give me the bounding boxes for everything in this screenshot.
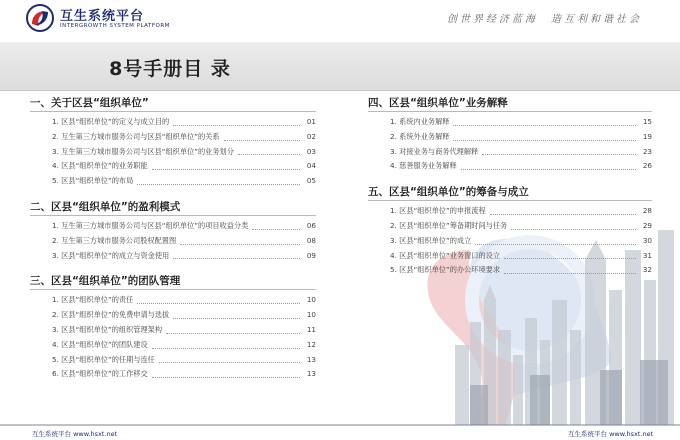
toc-entry-title: 6. 区县“组织单位”的工作移交 <box>52 369 148 379</box>
toc-entry-page: 29 <box>642 220 652 230</box>
toc-entry-title: 4. 区县“组织单位”业务窗口的设立 <box>390 250 501 260</box>
toc-entry[interactable] <box>30 293 316 308</box>
toc-entry-page: 13 <box>306 369 316 379</box>
dot-leader <box>152 169 300 170</box>
toc-entry-title: 1. 互生第三方城市服务公司与区县“组织单位”的项目收益分类 <box>52 220 249 230</box>
toc-entry[interactable] <box>30 338 316 353</box>
footer-left: 互生系统平台 www.hsxt.net <box>32 430 118 438</box>
toc-entry[interactable] <box>368 159 652 174</box>
toc-entry-title: 2. 系统外业务解释 <box>390 131 450 141</box>
section-heading: 四、区县“组织单位”业务解释 <box>368 96 652 112</box>
toc-entry[interactable] <box>30 323 316 338</box>
toc-entry-page: 23 <box>642 146 652 156</box>
section-heading: 五、区县“组织单位”的筹备与成立 <box>368 185 652 201</box>
dot-leader <box>137 184 300 185</box>
toc-entry-page: 04 <box>306 161 316 171</box>
toc-entry-title: 2. 区县“组织单位”的免费申请与选拔 <box>52 310 170 320</box>
toc-section <box>368 96 652 174</box>
toc-entry[interactable] <box>368 263 652 278</box>
toc-entry[interactable] <box>30 219 316 234</box>
toc-entry-title: 2. 区县“组织单位”筹备期时间与任务 <box>390 220 508 230</box>
toc-entry-title: 1. 区县“组织单位”的定义与成立目的 <box>52 117 170 126</box>
toc-entry-title: 3. 区县“组织单位”的组织管理架构 <box>52 324 163 334</box>
toc-left-column <box>30 96 316 393</box>
toc-right-column <box>368 96 652 289</box>
slogan: 创世界经济蓝海 造互利和谐社会 <box>447 14 642 25</box>
toc-section <box>30 96 316 189</box>
toc-entry-page: 09 <box>306 250 316 260</box>
toc-entry-page: 10 <box>306 310 316 320</box>
toc-entry-title: 2. 互生第三方城市服务公司与区县“组织单位”的关系 <box>52 131 220 141</box>
dot-leader <box>453 125 636 126</box>
toc-entry-page: 03 <box>306 146 316 156</box>
dot-leader <box>173 258 300 259</box>
toc-entry-title: 4. 区县“组织单位”的团队建设 <box>52 339 148 349</box>
toc-entry-title: 5. 区县“组织单位”的任期与连任 <box>52 354 155 364</box>
dot-leader <box>475 244 636 245</box>
toc-entry-page: 10 <box>306 295 316 305</box>
dot-leader <box>224 140 300 141</box>
brand-logo-icon <box>26 4 54 32</box>
toc-entry-page: 02 <box>306 131 316 141</box>
toc-entry-page: 13 <box>306 354 316 364</box>
dot-leader <box>490 214 636 215</box>
toc-entry-page: 30 <box>642 235 652 245</box>
toc-entry[interactable] <box>30 367 316 382</box>
toc-entry[interactable] <box>30 353 316 368</box>
dot-leader <box>159 362 300 363</box>
toc-section <box>30 274 316 382</box>
dot-leader <box>173 318 300 319</box>
toc-entry-page: 06 <box>306 220 316 230</box>
toc-entry[interactable] <box>368 204 652 219</box>
dot-leader <box>453 140 636 141</box>
toc-entry[interactable] <box>30 174 316 189</box>
toc-entry[interactable] <box>368 219 652 234</box>
footer-right: 互生系统平台 www.hsxt.net <box>568 430 654 438</box>
brand-subtitle: INTERGROWTH SYSTEM PLATFORM <box>60 23 170 29</box>
dot-leader <box>152 377 300 378</box>
toc-entry-page: 12 <box>306 339 316 349</box>
toc-section <box>368 185 652 278</box>
header-bar <box>0 0 680 40</box>
toc-entry-title: 2. 互生第三方城市服务公司股权配置图 <box>52 235 177 245</box>
toc-entry-page: 28 <box>642 206 652 216</box>
toc-entry[interactable] <box>30 234 316 249</box>
toc-entry[interactable] <box>368 249 652 264</box>
toc-entry-title: 1. 区县“组织单位”的申报流程 <box>390 206 486 216</box>
dot-leader <box>180 244 300 245</box>
toc-entry[interactable] <box>30 145 316 160</box>
page-title: 8号手册目 录 <box>109 58 231 80</box>
dot-leader <box>504 258 636 259</box>
toc-entry-title: 5. 区县“组织单位”的布局 <box>52 176 134 186</box>
toc-entry-page: 08 <box>306 235 316 245</box>
toc-entry-page: 32 <box>642 265 652 275</box>
toc-entry[interactable] <box>368 145 652 160</box>
dot-leader <box>504 273 636 274</box>
toc-entry-page: 01 <box>306 117 316 126</box>
dot-leader <box>238 154 300 155</box>
toc-entry-page: 26 <box>642 161 652 171</box>
brand-name: 互生系统平台 <box>60 9 145 24</box>
toc-entry-page: 11 <box>306 324 316 334</box>
dot-leader <box>461 169 636 170</box>
toc-entry-page: 15 <box>642 117 652 126</box>
toc-entry-title: 3. 对接业务与商务代理解释 <box>390 146 479 156</box>
toc-entry[interactable] <box>368 130 652 145</box>
toc-entry[interactable] <box>30 130 316 145</box>
section-heading: 二、区县“组织单位”的盈利模式 <box>30 200 316 216</box>
toc-entry-title: 1. 区县“组织单位”的责任 <box>52 295 134 305</box>
toc-entry-title: 3. 互生第三方城市服务公司与区县“组织单位”的业务划分 <box>52 146 234 156</box>
section-heading: 一、关于区县“组织单位” <box>30 96 316 112</box>
dot-leader <box>173 125 300 126</box>
toc-entry[interactable] <box>30 115 316 130</box>
toc-entry-title: 3. 区县“组织单位”的成立与资金使用 <box>52 250 170 260</box>
dot-leader <box>511 229 636 230</box>
title-band <box>0 42 680 91</box>
toc-entry-title: 3. 区县“组织单位”的成立 <box>390 235 472 245</box>
toc-entry-title: 5. 区县“组织单位”的办公环境要求 <box>390 265 501 275</box>
section-heading: 三、区县“组织单位”的团队管理 <box>30 274 316 290</box>
toc-entry-title: 1. 系统内业务解释 <box>390 117 450 126</box>
dot-leader <box>252 229 300 230</box>
toc-entry-page: 05 <box>306 176 316 186</box>
dot-leader <box>152 348 300 349</box>
toc-entry[interactable] <box>30 159 316 174</box>
dot-leader <box>166 333 300 334</box>
toc-entry-page: 31 <box>642 250 652 260</box>
dot-leader <box>137 303 300 304</box>
toc-section <box>30 200 316 263</box>
toc-entry[interactable] <box>368 115 652 130</box>
toc-entry-title: 4. 慈善服务业务解释 <box>390 161 457 171</box>
toc-entry[interactable] <box>368 234 652 249</box>
toc-entry-title: 4. 区县“组织单位”的业务职能 <box>52 161 148 171</box>
toc-entry-page: 19 <box>642 131 652 141</box>
toc-entry[interactable] <box>30 249 316 264</box>
toc-entry[interactable] <box>30 308 316 323</box>
dot-leader <box>482 154 636 155</box>
